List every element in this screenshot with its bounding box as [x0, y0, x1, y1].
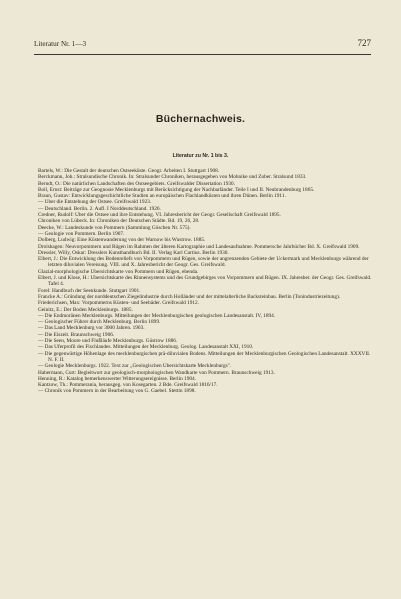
bibliography-entry: — Die Endmoränen Mecklenburgs. Mitteilungen der Mecklenburgischen geologischen Landesanstalt. IV, 1894. — [38, 312, 276, 319]
bibliography-entry: Credner, Rudolf: Über die Ostsee und ihre Entstehung. VI. Jahresbericht der Geogr. Gesellschaft Greifswald 1895. — [38, 212, 281, 219]
bibliography-entry: Berndt, O.: Die natürlichen Landschaften des Ostseegebiets. Greifswalder Dissertation 1930. — [38, 180, 235, 187]
bibliography-list — [38, 168, 373, 395]
bibliography-entry: Bartels, W.: Die Gestalt der deutschen Ostseeküste. Geogr. Arbeiten I. Stuttgart 1908. — [38, 168, 220, 174]
bibliography-entry: Drolshagen: Neuvorpommern und Rügen im Rahmen der älteren Kartographie und Landesaufnahme. Pommersche Jahrbücher Bd. X. Greifswald 1909. — [38, 243, 360, 250]
bibliography-entry: — Das Land Mecklenburg vor 3000 Jahren. 1903. — [38, 325, 145, 332]
bibliography-entry: Elbert, J. und Klose, H.: Übersichtskarte des Rinnensystems und des Grundgebirges von Vorpommern und Rügen. IX. Jahresber. der Geogr. Ges. Greifswald. Tafel 4. — [38, 275, 372, 288]
bibliography-entry: — Geologie von Pommern. Berlin 1907. — [38, 230, 125, 237]
bibliography-entry: — Deutschland. Berlin. 2. Aufl. I Norddeutschland. 1926. — [38, 205, 161, 212]
bibliography-entry: Glazial-morphologische Übersichtskarte von Pommern und Rügen, ebenda. — [38, 268, 199, 275]
section-subtitle: Literatur zu Nr. 1 bis 3. — [172, 153, 229, 159]
bibliography-entry: Friederichsen, Max: Vorpommerns Küsten- und Seebäder. Greifswald 1912. — [38, 300, 200, 307]
bibliography-entry: Chroniken von Lübeck. In: Chroniken der Deutschen Städte. Bd. 19, 26, 28. — [38, 218, 200, 225]
bibliography-entry: Forel: Handbuch der Seenkunde. Stuttgart 1901. — [38, 287, 141, 294]
bibliography-entry: — Chronik von Pommern in der Bearbeitung von G. Gaebel. Stettin 1898. — [38, 388, 196, 395]
bibliography-entry: Dolberg, Ludwig: Eine Küstenwanderung von der Warnow bis Wustrow. 1885. — [38, 237, 206, 244]
bibliography-entry: — Die Eiszeit. Braunschweig 1906. — [38, 331, 115, 338]
bibliography-entry: — Geologie Mecklenburgs. 1922. Text zur „Geologischen Übersichtskarte Mecklenburgs". — [38, 363, 232, 370]
bibliography-entry: Geinitz, E.: Der Boden Mecklenburgs. 1885. — [38, 306, 133, 313]
bibliography-entry: Kantzow, Th.: Pommerania, herausgeg. von Kosegarten. 2 Bde. Greifswald 1816/17. — [38, 382, 218, 389]
bibliography-entry: Habermann, Curt: Begleitwort zur geologisch-morphologischen Wandkarte von Pommern. Braunschweig 1913. — [38, 369, 275, 376]
bibliography-entry: Berckmann, Joh.: Stralsundische Chronik. In: Stralsunder Chroniken, herausgegeben von Mohnike und Zober. Stralsund 1833. — [38, 174, 307, 181]
bibliography-entry: — Das Uferprofil des Fischlandes. Mitteilungen der Mecklenburg. Geolog. Landesanstalt XXI, 1910. — [38, 344, 254, 351]
bibliography-entry: Deecke, W.: Landeskunde von Pommern (Sammlung Göschen Nr. 575). — [38, 224, 191, 231]
page-number: 727 — [357, 38, 371, 48]
bibliography-entry: Henning, R.: Katalog bemerkenswerter Witterungsereignisse. Berlin 1904. — [38, 375, 196, 382]
bibliography-entry: Braun, Gustav: Entwicklungsgeschichtliche Studien an europäischen Flachlandküsten und ihren Dünen. Berlin 1911. — [38, 193, 286, 200]
bibliography-entry: — Die Seen, Moore und Flußläufe Mecklenburgs. Güstrow 1886. — [38, 338, 178, 345]
bibliography-entry: Elbert, J.: Die Entwicklung des Bodenreliefs von Vorpommern und Rügen, sowie der angrenzenden Gebiete der Uckermark und Mecklenburgs während der letzten diluvialen Vereisung. VIII. und X. Jahresbericht der Geogr. Ges. Greifswald. — [38, 256, 369, 269]
bibliography-entry: — Die gegenwärtige Höhenlage des mecklenburgischen prä-diluvialen Bodens. Mitteilungen der Mecklenburgischen Geologischen Landesanstalt. XXXVII. N. F. II. — [38, 350, 371, 363]
header-rule — [34, 54, 371, 55]
bibliography-entry: — Über die Entstehung der Ostsee. Greifswald 1923. — [38, 199, 152, 206]
bibliography-entry: Dressler, Willy, Oskar: Dresslers Kunsthandbuch Bd. II. Verlag Karl Curtius. Berlin 1930. — [38, 249, 229, 256]
bibliography-entry: Francke A.: Gründung der norddeutschen Ziegelindustrie durch Holländer und der mittelalterliche Backsteinbau. Berlin (Tonindustriezeitung). — [38, 293, 341, 300]
running-header-title: Literatur Nr. 1—3 — [34, 40, 87, 48]
page-title: Büchernachweis. — [155, 113, 246, 125]
bibliography-entry: Boll, Ernst: Beiträge zur Geognosie Mecklenburgs mit Berücksichtigung der Nachbarländer. Teile I und II. Neubrandenburg 1865. — [38, 186, 315, 193]
bibliography-entry: — Geologischer Führer durch Mecklenburg. Berlin 1899. — [38, 319, 161, 326]
